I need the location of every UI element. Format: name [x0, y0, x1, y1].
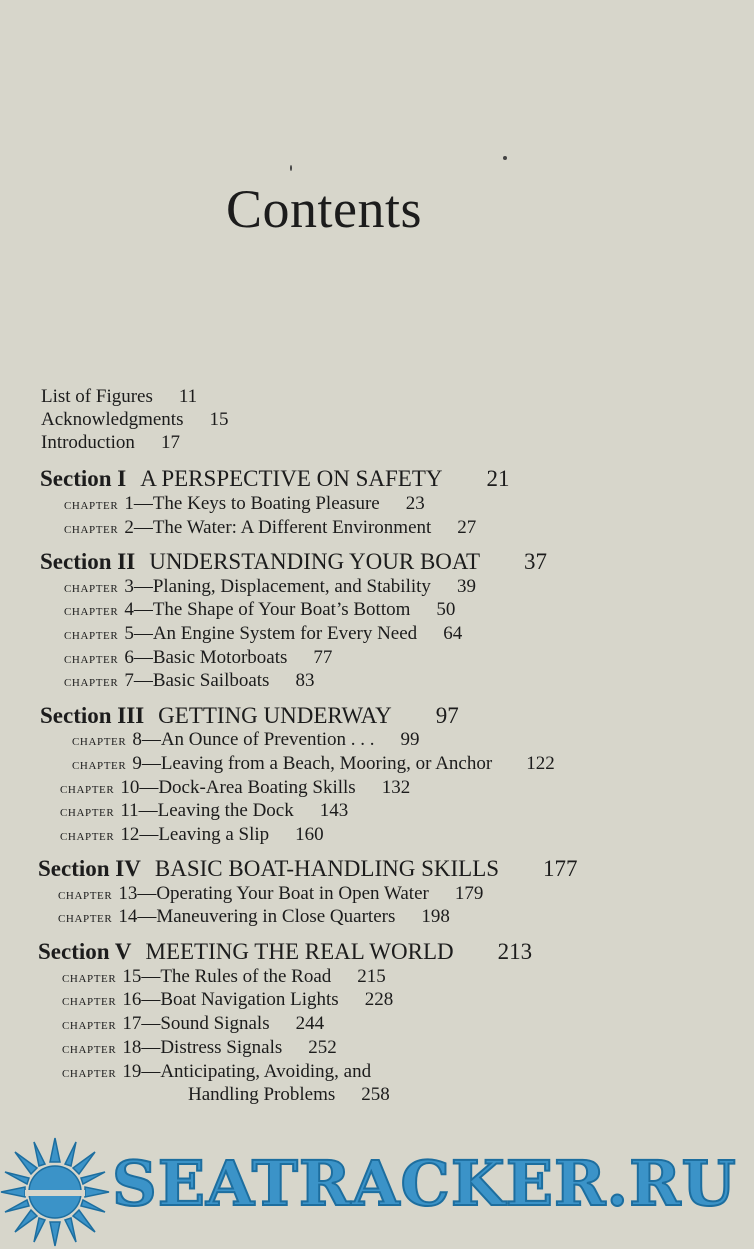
chapter-word: chapter: [64, 651, 119, 667]
chapter-page: 83: [295, 670, 315, 691]
chapter-label: 14—Maneuvering in Close Quarters: [118, 906, 396, 927]
chapter-word: chapter: [58, 887, 113, 903]
chapter-label: 9—Leaving from a Beach, Mooring, or Anchor: [132, 753, 493, 774]
chapter-page: 39: [456, 576, 476, 597]
chapter-word: chapter: [60, 781, 115, 797]
chapter-page: 160: [295, 824, 324, 845]
entry-page: 11: [178, 386, 198, 407]
section-name: Section V: [38, 939, 132, 964]
chapter-label: 19—Anticipating, Avoiding, and: [122, 1061, 372, 1082]
chapter-word: chapter: [62, 1041, 117, 1057]
section-heading: [40, 466, 509, 492]
chapter-entry: [64, 517, 476, 540]
chapter-page: 179: [454, 883, 484, 904]
chapter-entry: [64, 599, 455, 622]
chapter-page: 50: [436, 599, 456, 620]
chapter-entry: [64, 670, 314, 693]
entry-label: Acknowledgments: [41, 409, 184, 430]
chapter-entry: [62, 989, 393, 1012]
section-name: Section III: [40, 703, 145, 728]
chapter-entry: [60, 777, 410, 800]
entry-page: 17: [160, 432, 180, 453]
chapter-label: 3—Planing, Displacement, and Stability: [124, 576, 431, 597]
chapter-label: 17—Sound Signals: [122, 1013, 270, 1034]
chapter-label: 6—Basic Motorboats: [124, 647, 288, 668]
chapter-word: chapter: [72, 733, 127, 749]
chapter-page: 252: [308, 1037, 337, 1058]
chapter-entry: [64, 647, 332, 670]
section-title: UNDERSTANDING YOUR BOAT: [149, 549, 481, 574]
chapter-entry: [60, 800, 348, 823]
chapter-page: 228: [364, 989, 394, 1010]
section-heading: [40, 549, 547, 575]
chapter-word: chapter: [64, 521, 119, 537]
chapter-word: chapter: [72, 757, 127, 773]
speck: [290, 165, 292, 171]
chapter-label: 4—The Shape of Your Boat’s Bottom: [124, 599, 411, 620]
chapter-word: chapter: [62, 1065, 117, 1081]
section-title: A PERSPECTIVE ON SAFETY: [140, 466, 443, 491]
chapter-label: 2—The Water: A Different Environment: [124, 517, 432, 538]
chapter-page: 122: [526, 753, 555, 774]
chapter-page: 215: [357, 966, 386, 987]
chapter-label: 12—Leaving a Slip: [120, 824, 270, 845]
chapter-entry: [62, 1061, 371, 1084]
section-title: MEETING THE REAL WORLD: [145, 939, 454, 964]
speck: [503, 156, 507, 160]
section-heading: [38, 856, 578, 882]
chapter-page: 258: [361, 1084, 390, 1105]
chapter-page: 143: [319, 800, 349, 821]
chapter-word: chapter: [62, 970, 117, 986]
chapter-word: chapter: [60, 804, 115, 820]
chapter-label: Handling Problems: [188, 1084, 336, 1105]
section-title: GETTING UNDERWAY: [158, 703, 392, 728]
chapter-page: 27: [457, 517, 477, 538]
section-name: Section I: [40, 466, 127, 491]
chapter-entry: [64, 493, 425, 516]
chapter-label: 18—Distress Signals: [122, 1037, 283, 1058]
watermark-text: SEATRACKER.RU: [112, 1147, 737, 1220]
chapter-entry: [58, 906, 450, 929]
chapter-word: chapter: [58, 910, 113, 926]
chapter-label: 13—Operating Your Boat in Open Water: [118, 883, 429, 904]
chapter-entry: [60, 824, 324, 847]
chapter-page: 132: [381, 777, 411, 798]
chapter-entry: [62, 1037, 337, 1060]
chapter-word: chapter: [64, 497, 119, 513]
chapter-entry: [62, 1013, 324, 1036]
section-page: 177: [543, 856, 578, 881]
chapter-word: chapter: [64, 674, 119, 690]
chapter-word: chapter: [62, 993, 117, 1009]
chapter-word: chapter: [60, 828, 115, 844]
chapter-entry: [62, 966, 386, 989]
chapter-entry: [72, 753, 555, 776]
chapter-page: 244: [295, 1013, 325, 1034]
chapter-word: chapter: [64, 603, 119, 619]
entry-label: List of Figures: [41, 386, 153, 407]
page-title: Contents: [226, 179, 423, 239]
chapter-label: 11—Leaving the Dock: [120, 800, 294, 821]
toc-entry: [41, 432, 180, 454]
entry-page: 15: [209, 409, 229, 430]
section-name: Section IV: [38, 856, 141, 881]
chapter-entry: [72, 729, 420, 752]
section-page: 97: [435, 703, 459, 728]
chapter-page: 99: [400, 729, 420, 750]
chapter-entry-continuation: [188, 1084, 390, 1106]
chapter-label: 10—Dock-Area Boating Skills: [120, 777, 356, 798]
chapter-label: 15—The Rules of the Road: [122, 966, 332, 987]
chapter-entry: [58, 883, 483, 906]
section-page: 37: [524, 549, 548, 574]
chapter-label: 1—The Keys to Boating Pleasure: [124, 493, 380, 514]
chapter-label: 8—An Ounce of Prevention . . .: [132, 729, 375, 750]
chapter-page: 77: [313, 647, 333, 668]
chapter-label: 5—An Engine System for Every Need: [124, 623, 418, 644]
section-page: 213: [497, 939, 533, 964]
chapter-label: 16—Boat Navigation Lights: [122, 989, 339, 1010]
section-page: 21: [486, 466, 510, 491]
entry-label: Introduction: [41, 432, 135, 453]
section-title: BASIC BOAT-HANDLING SKILLS: [154, 856, 500, 881]
chapter-page: 198: [421, 906, 450, 927]
chapter-label: 7—Basic Sailboats: [124, 670, 270, 691]
section-heading: [38, 939, 532, 965]
section-name: Section II: [40, 549, 136, 574]
toc-entry: [41, 386, 197, 408]
section-heading: [40, 703, 459, 729]
chapter-entry: [64, 623, 462, 646]
chapter-page: 64: [443, 623, 463, 644]
chapter-entry: [64, 576, 476, 599]
chapter-page: 23: [405, 493, 425, 514]
chapter-word: chapter: [64, 627, 119, 643]
chapter-word: chapter: [64, 580, 119, 596]
toc-entry: [41, 409, 228, 431]
chapter-word: chapter: [62, 1017, 117, 1033]
